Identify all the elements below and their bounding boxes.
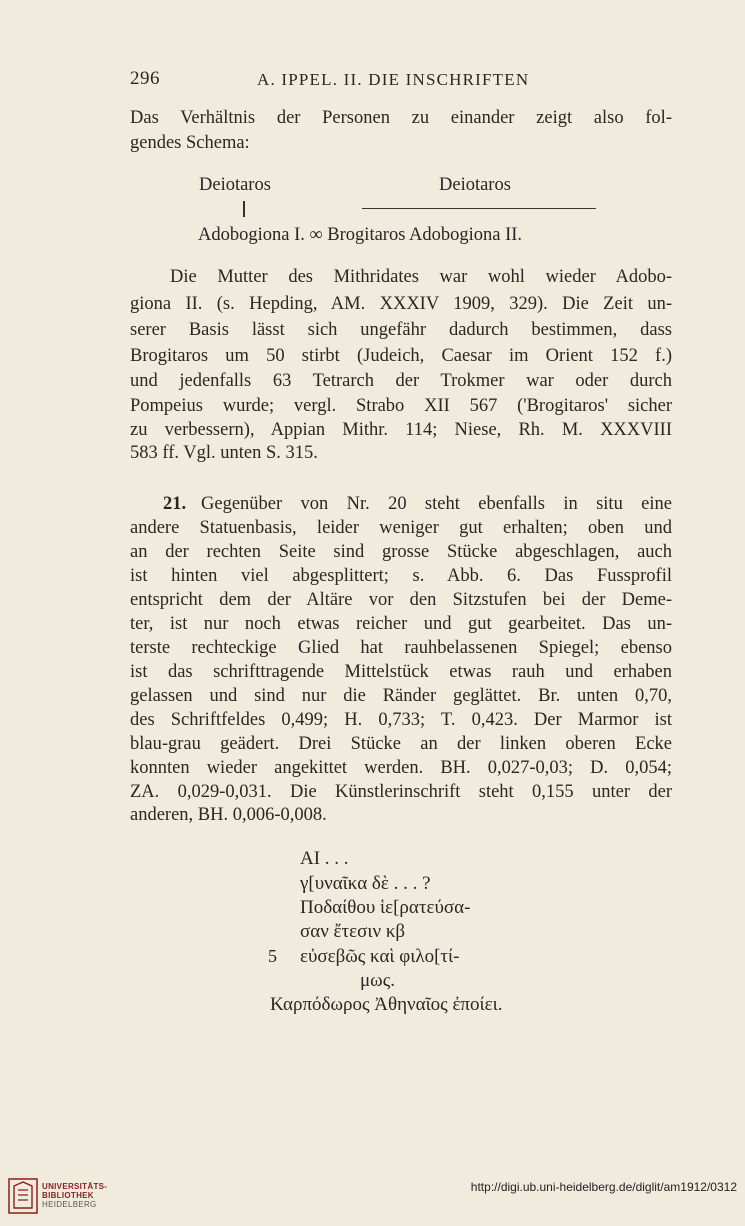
library-name-line-2: BIBLIOTHEK [42, 1191, 94, 1200]
library-name-line-3: HEIDELBERG [42, 1200, 97, 1209]
inscription-line-3: Ποδαίθου ἱε[ρατεύσα- [300, 897, 471, 918]
schema-bottom: Adobogiona I. ∞ Brogitaros Adobogiona II. [198, 225, 523, 245]
inscription-line-6: μως. [360, 970, 395, 991]
para2-line-14: anderen, BH. 0,006-0,008. [130, 805, 327, 825]
para2-line-13: ZA. 0,029-0,031. Die Künstlerinschrift steht 0,155 unter der [130, 782, 672, 802]
schema-left-top: Deiotaros [199, 175, 271, 195]
page-number: 296 [130, 68, 160, 89]
library-logo-icon [8, 1178, 38, 1214]
intro-line-1: Das Verhältnis der Personen zu einander zeigt also fol- [130, 108, 672, 128]
schema-descent-line [243, 201, 245, 217]
running-title: A. IPPEL. II. DIE INSCHRIFTEN [257, 70, 530, 89]
para2-line-2: andere Statuenbasis, leider weniger gut erhalten; oben und [130, 518, 672, 538]
para1-line-3: serer Basis lässt sich ungefähr dadurch bestimmen, dass [130, 320, 672, 340]
intro-line-2: gendes Schema: [130, 133, 250, 153]
schema-sibling-line [362, 208, 596, 209]
library-name [42, 1182, 107, 1209]
page-header [130, 68, 672, 94]
para1-line-8: 583 ff. Vgl. unten S. 315. [130, 443, 318, 463]
library-name-line-1: UNIVERSITÄTS- [42, 1182, 108, 1191]
para1-line-6: Pompeius wurde; vergl. Strabo XII 567 ('Brogitaros' sicher [130, 396, 672, 416]
para2-line-4: ist hinten viel abgesplittert; s. Abb. 6. Das Fussprofil [130, 566, 672, 586]
para2-line-11: blau-grau geädert. Drei Stücke an der linken oberen Ecke [130, 734, 672, 754]
source-link[interactable]: http://digi.ub.uni-heidelberg.de/diglit/am1912/0312 [470, 1180, 737, 1194]
inscription-line-number: 5 [268, 946, 277, 966]
inscription-line-5: εὐσεβῶς καὶ φιλο[τί- [300, 946, 460, 967]
para2-line-7: terste rechteckige Glied hat rauhbelassenen Spiegel; ebenso [130, 638, 672, 658]
inscription-line-7: Καρπόδωρος Ἀθηναῖος ἐποίει. [270, 994, 503, 1015]
para2-line-1: Gegenüber von Nr. 20 steht ebenfalls in situ eine [201, 494, 672, 514]
section-number: 21. [163, 494, 187, 514]
inscription-line-1: ΑΙ . . . [300, 848, 349, 869]
para2-line-9: gelassen und sind nur die Ränder geglättet. Br. unten 0,70, [130, 686, 672, 706]
para1-line-5: und jedenfalls 63 Tetrarch der Trokmer war oder durch [130, 371, 672, 391]
para2-line-6: ter, ist nur noch etwas reicher und gut gearbeitet. Das un- [130, 614, 672, 634]
inscription-line-4: σαν ἔτεσιν κβ [300, 921, 406, 942]
para2-line-5: entspricht dem der Altäre vor den Sitzstufen bei der Deme- [130, 590, 672, 610]
para2-line-10: des Schriftfeldes 0,499; H. 0,733; T. 0,423. Der Marmor ist [130, 710, 672, 730]
schema-right-top: Deiotaros [439, 175, 511, 195]
para1-line-7: zu verbessern), Appian Mithr. 114; Niese, Rh. M. XXXVIII [130, 420, 672, 440]
para2-line-12: konnten wieder angekittet werden. BH. 0,027-0,03; D. 0,054; [130, 758, 672, 778]
para2-line-8: ist das schrifttragende Mittelstück etwas rauh und erhaben [130, 662, 672, 682]
para1-line-2: giona II. (s. Hepding, AM. XXXIV 1909, 329). Die Zeit un- [130, 294, 672, 314]
para2-line-3: an der rechten Seite sind grosse Stücke abgeschlagen, auch [130, 542, 672, 562]
inscription-line-2: γ[υναῖκα δὲ . . . ? [300, 873, 431, 894]
para1-line-1: Die Mutter des Mithridates war wohl wieder Adobo- [170, 267, 672, 287]
para1-line-4: Brogitaros um 50 stirbt (Judeich, Caesar im Orient 152 f.) [130, 346, 672, 366]
